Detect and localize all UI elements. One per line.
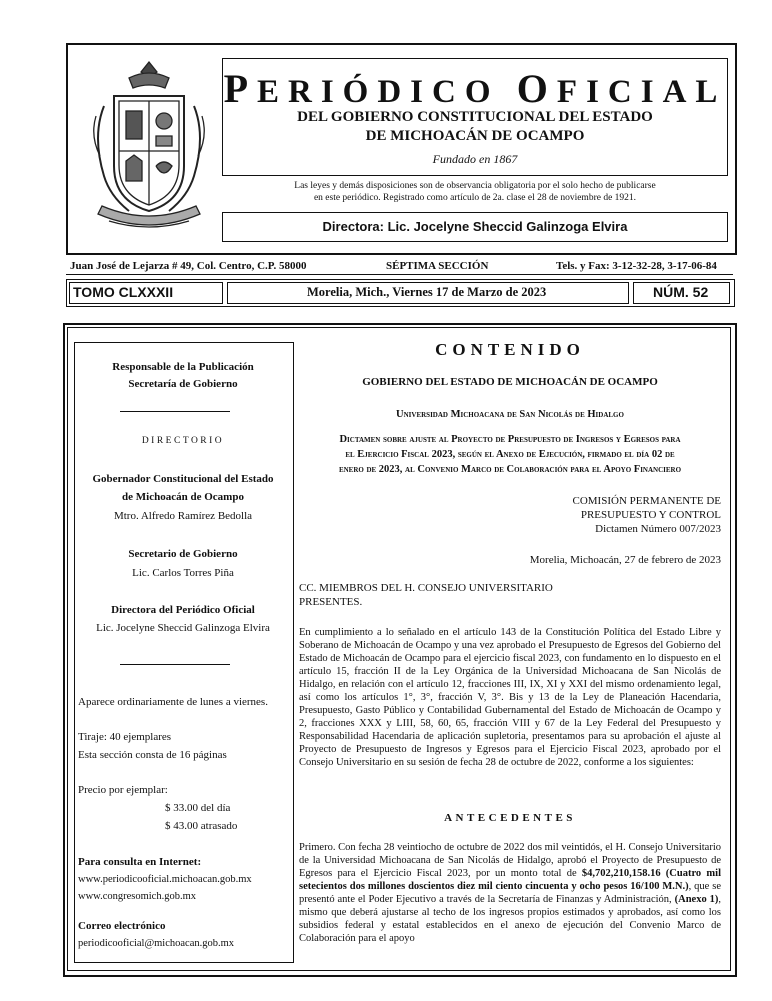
commission-line1: COMISIÓN PERMANENTE DE xyxy=(572,495,721,507)
tomo-label: TOMO CLXXXII xyxy=(73,284,174,300)
governor-name: Mtro. Alfredo Ramírez Bedolla xyxy=(113,510,253,522)
url-periodico[interactable]: www.periodicooficial.michoacan.gob.mx xyxy=(78,874,252,885)
subtitle-line2: DE MICHOACÁN DE OCAMPO xyxy=(365,128,585,144)
contenido-heading: CONTENIDO xyxy=(435,340,585,359)
price-late: $ 43.00 atrasado xyxy=(165,820,238,832)
responsible-line1: Responsable de la Publicación xyxy=(112,361,254,373)
university-heading: Universidad Michoacana de San Nicolás de Hidalgo xyxy=(396,409,624,420)
legal-line1: Las leyes y demás disposiciones son de observancia obligatoria por el solo hecho de publicarse xyxy=(294,181,656,191)
governor-title1: Gobernador Constitucional del Estado xyxy=(92,473,274,485)
title-word2-rest: FICIAL xyxy=(556,74,727,110)
email-link[interactable]: periodicooficial@michoacan.gob.mx xyxy=(78,938,235,949)
subtitle-line1: DEL GOBIERNO CONSTITUCIONAL DEL ESTADO xyxy=(297,109,653,125)
dictamen-title-line2: el Ejercicio Fiscal 2023, según el Anexo de Ejecución, firmado el día 02 de xyxy=(345,449,675,460)
founded-text: Fundado en 1867 xyxy=(432,152,518,166)
place-date: Morelia, Michoacán, 27 de febrero de 2023 xyxy=(529,554,721,566)
directora-title: Directora del Periódico Oficial xyxy=(111,604,255,616)
primero-annex: (Anexo 1) xyxy=(674,894,719,905)
recipients-line1: CC. MIEMBROS DEL H. CONSEJO UNIVERSITARIO xyxy=(299,582,553,594)
paragraph-intro: En cumplimiento a lo señalado en el artículo 143 de la Constitución Política del Estado Libre y Soberano de Michoacán de Ocampo y una vez aprobado el Presupuesto de Egresos del Gobierno del Estado de Michoacán de Ocampo para el ejercicio fiscal 2023, con fundamento en lo dispuesto en el artículo 15, fracción II de la Ley Orgánica de la Universidad Michoacana de San Nicolás de Hidalgo, en relación con el artículo 12, fracciones III, IX, XI y XXI del mismo ordenamiento legal, así como los artículos 1°, 3°, fracción V, 3°. Bis y 13 de la Ley de Planeación Hacendaria, Presupuesto, Gasto Público y Contabilidad Gubernamental del Estado de Michoacán de Ocampo y 2, fracciones XXX y LIII, 58, 60, 65, fracción VIII y 67 de la Ley Federal del Presupuesto y Responsabilidad Hacendaria de aplicación supletoria, presentamos para su aprobación el ajuste al Proyecto de Presupuesto de Ingresos y Egresos para el Ejercicio Fiscal 2023, aprobado por el Consejo Universitario en su sesión de fecha 28 de octubre de 2022, conforme a los siguientes: xyxy=(299,627,721,768)
coat-of-arms-seal xyxy=(84,56,214,236)
legal-notice xyxy=(240,180,710,204)
secretary-title: Secretario de Gobierno xyxy=(128,548,238,560)
antecedentes-heading: ANTECEDENTES xyxy=(444,812,576,824)
director-name: Directora: Lic. Jocelyne Sheccid Galinzoga Elvira xyxy=(322,219,628,234)
tiraje-text: Tiraje: 40 ejemplares xyxy=(78,731,172,743)
dictamen-number: Dictamen Número 007/2023 xyxy=(595,523,721,535)
section-label: SÉPTIMA SECCIÓN xyxy=(386,260,489,272)
newspaper-title xyxy=(223,65,727,112)
email-label: Correo electrónico xyxy=(78,920,166,932)
commission-line2: PRESUPUESTO Y CONTROL xyxy=(580,509,721,521)
title-initial-2: O xyxy=(516,66,557,111)
dictamen-title-line1: Dictamen sobre ajuste al Proyecto de Presupuesto de Ingresos y Egresos para xyxy=(339,434,681,445)
phone-fax: Tels. y Fax: 3-12-32-28, 3-17-06-84 xyxy=(556,260,717,272)
legal-line2: en este periódico. Registrado como artículo de 2a. clase el 28 de noviembre de 1921. xyxy=(313,193,637,203)
pages-text: Esta sección consta de 16 páginas xyxy=(78,749,227,761)
price-day: $ 33.00 del día xyxy=(165,802,231,814)
divider xyxy=(66,274,733,275)
primero-text-c: , mismo que deberá ajustarse al techo de los ingresos propios estimados y aprobados, así como los subsidios federal y estatal establecidos en el anexo de ejecución del Convenio Marco de Colaboración para el apoyo xyxy=(299,894,722,944)
recipients-line2: PRESENTES. xyxy=(299,596,363,608)
primero-amount: $4,702,210,158.16 (Cuatro mil setecientos dos millones doscientos diez mil ciento cincuenta y ocho pesos 16/100 M.N.) xyxy=(299,868,721,892)
responsible-line2: Secretaría de Gobierno xyxy=(128,378,238,390)
primero-text-b: , que se presentó ante el Poder Ejecutivo a través de la Secretaría de Finanzas y Administración, xyxy=(299,881,721,905)
title-box xyxy=(222,58,728,176)
appears-text: Aparece ordinariamente de lunes a viernes. xyxy=(78,696,268,708)
directorio-heading: DIRECTORIO xyxy=(141,436,225,446)
director-box xyxy=(222,212,728,242)
internet-label: Para consulta en Internet: xyxy=(78,856,202,868)
governor-title2: de Michoacán de Ocampo xyxy=(122,491,244,503)
price-label: Precio por ejemplar: xyxy=(78,784,168,796)
paragraph-primero xyxy=(299,841,721,945)
primero-text-a: Primero. Con fecha 28 veintiocho de octubre de 2022 dos mil veintidós, el H. Consejo Universitario de la Universidad Michoacana de San Nicolás de Hidalgo, aprobó el Proyecto de Presupuesto de Egresos para el Ejercicio Fiscal 2023, por un monto total de xyxy=(299,842,721,879)
sidebar-rule xyxy=(120,411,230,412)
url-congreso[interactable]: www.congresomich.gob.mx xyxy=(78,891,197,902)
title-word1-rest: ERIÓDICO xyxy=(257,74,517,110)
issue-number: NÚM. 52 xyxy=(653,284,709,300)
sidebar-rule xyxy=(120,664,230,665)
dictamen-title-line3: enero de 2023, al Convenio Marco de Colaboración para el Apoyo Financiero xyxy=(338,464,682,475)
directora-name: Lic. Jocelyne Sheccid Galinzoga Elvira xyxy=(96,622,270,634)
address: Juan José de Lejarza # 49, Col. Centro, C.P. 58000 xyxy=(70,260,307,272)
secretary-name: Lic. Carlos Torres Piña xyxy=(132,567,234,579)
government-heading: GOBIERNO DEL ESTADO DE MICHOACÁN DE OCAMPO xyxy=(362,376,658,388)
issue-date: Morelia, Mich., Viernes 17 de Marzo de 2023 xyxy=(307,285,547,299)
issue-bar xyxy=(66,279,735,307)
title-initial: P xyxy=(223,66,257,111)
